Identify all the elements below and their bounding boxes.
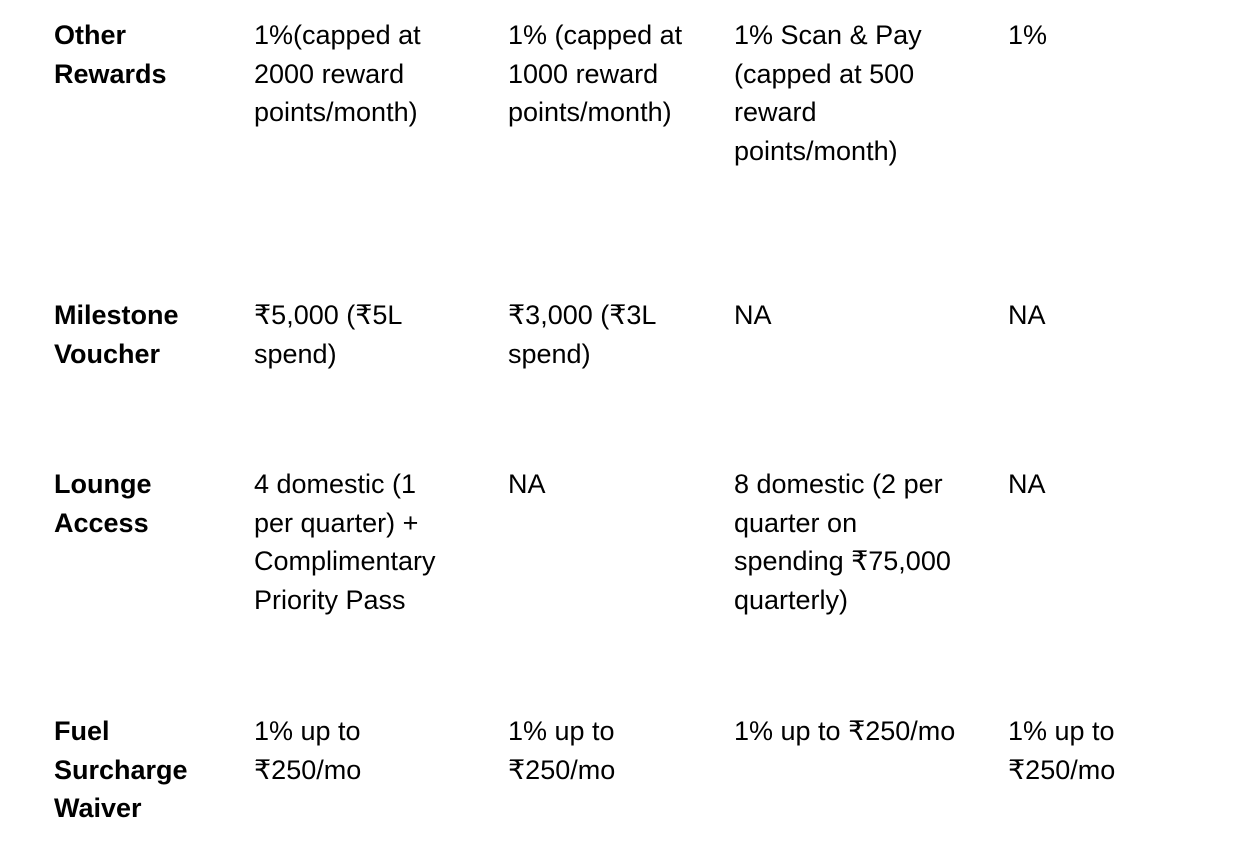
table-cell: 1% (capped at 1000 reward points/month) — [508, 20, 683, 128]
table-cell: 1% up to ₹250/mo — [734, 716, 956, 746]
table-cell: 1% Scan & Pay (capped at 500 reward points/month) — [734, 20, 922, 166]
table-cell: ₹3,000 (₹3L spend) — [508, 300, 657, 369]
table-cell: 8 domestic (2 per quarter on spending ₹75,000 quarterly) — [734, 469, 951, 615]
row-label: Lounge Access — [54, 469, 152, 538]
row-label: Other Rewards — [54, 20, 167, 89]
table-cell: NA — [1008, 300, 1046, 330]
table-cell: 1%(capped at 2000 reward points/month) — [254, 20, 421, 128]
table-cell: NA — [734, 300, 772, 330]
row-label: Fuel Surcharge Waiver — [54, 716, 188, 824]
row-label: Milestone Voucher — [54, 300, 179, 369]
table-cell: 1% up to ₹250/mo — [254, 716, 362, 785]
table-cell: NA — [1008, 469, 1046, 499]
table-cell: 1% up to ₹250/mo — [508, 716, 616, 785]
table-cell: 1% up to ₹250/mo — [1008, 716, 1116, 785]
table-cell: 1% — [1008, 20, 1048, 50]
table-cell: NA — [508, 469, 546, 499]
table-cell: 4 domestic (1 per quarter) + Complimentary Priority Pass — [254, 469, 436, 615]
table-cell: ₹5,000 (₹5L spend) — [254, 300, 403, 369]
